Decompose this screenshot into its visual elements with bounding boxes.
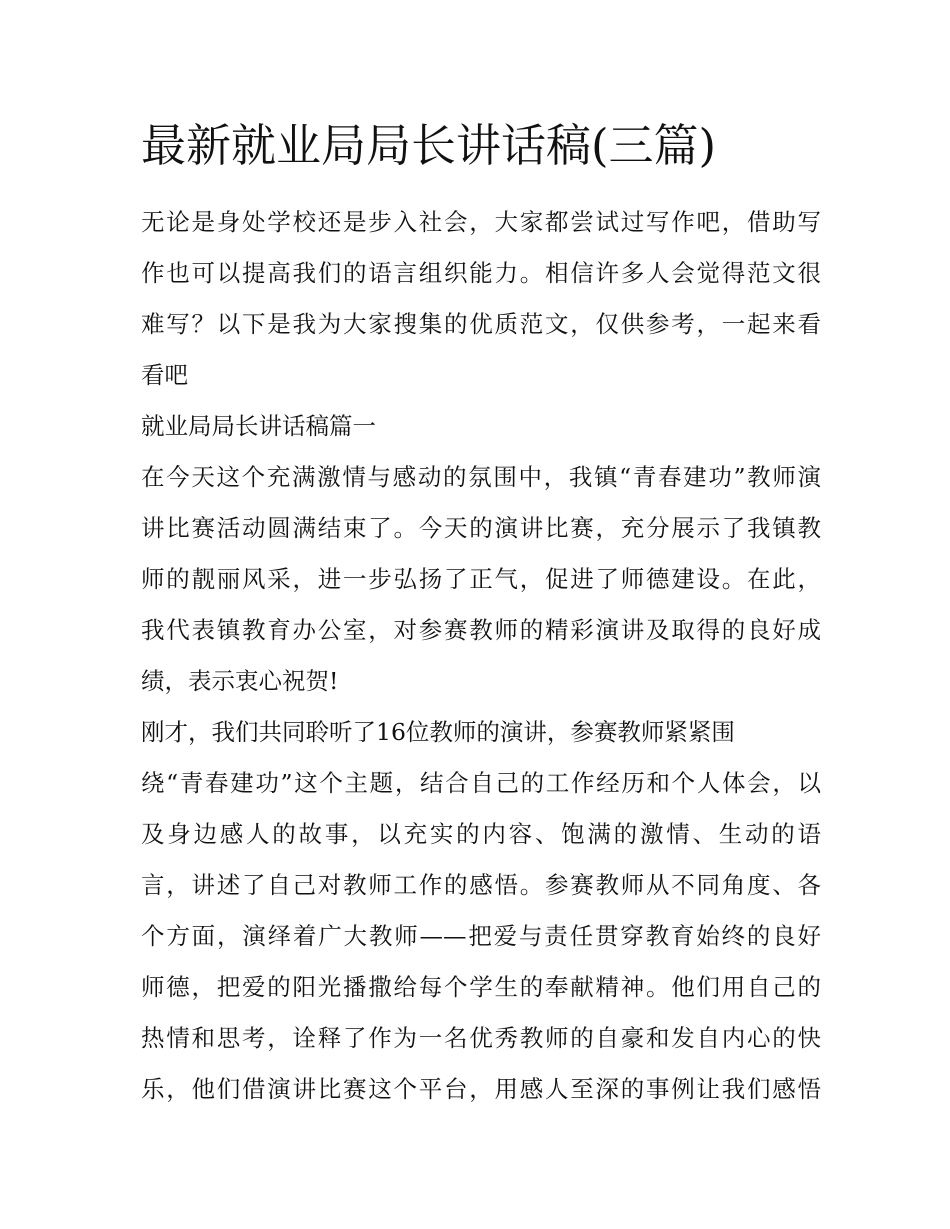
intro-line-4: 看吧 bbox=[141, 361, 188, 389]
paragraph-2-line-1: 刚才，我们共同聆听了16位教师的演讲，参赛教师紧紧围 bbox=[141, 718, 735, 746]
paragraph-2-line-4: 言，讲述了自己对教师工作的感悟。参赛教师从不同角度、各 bbox=[141, 871, 821, 899]
paragraph-2-line-2: 绕“青春建功”这个主题，结合自己的工作经历和个人体会，以 bbox=[141, 769, 821, 797]
paragraph-2-line-6: 师德，把爱的阳光播撒给每个学生的奉献精神。他们用自己的 bbox=[141, 973, 821, 1001]
paragraph-1-line-1: 在今天这个充满激情与感动的氛围中，我镇“青春建功”教师演 bbox=[141, 463, 821, 491]
paragraph-1-line-2: 讲比赛活动圆满结束了。今天的演讲比赛，充分展示了我镇教 bbox=[141, 514, 821, 542]
intro-line-1: 无论是身处学校还是步入社会，大家都尝试过写作吧，借助写 bbox=[141, 208, 821, 236]
intro-line-3: 难写？以下是我为大家搜集的优质范文，仅供参考，一起来看 bbox=[141, 310, 821, 338]
document-title: 最新就业局局长讲话稿(三篇) bbox=[141, 119, 717, 172]
intro-line-2: 作也可以提高我们的语言组织能力。相信许多人会觉得范文很 bbox=[141, 259, 821, 287]
paragraph-1-line-4: 我代表镇教育办公室，对参赛教师的精彩演讲及取得的良好成 bbox=[141, 616, 821, 644]
section-heading: 就业局局长讲话稿篇一 bbox=[141, 412, 376, 440]
paragraph-1-line-5: 绩，表示衷心祝贺! bbox=[141, 667, 339, 695]
paragraph-2-line-7: 热情和思考，诠释了作为一名优秀教师的自豪和发自内心的快 bbox=[141, 1024, 821, 1052]
paragraph-2-line-3: 及身边感人的故事，以充实的内容、饱满的激情、生动的语 bbox=[141, 820, 821, 848]
paragraph-1-line-3: 师的靓丽风采，进一步弘扬了正气，促进了师德建设。在此， bbox=[141, 565, 821, 593]
paragraph-2-line-8: 乐，他们借演讲比赛这个平台，用感人至深的事例让我们感悟 bbox=[141, 1075, 821, 1103]
paragraph-2-line-5: 个方面，演绎着广大教师——把爱与责任贯穿教育始终的良好 bbox=[141, 922, 821, 950]
